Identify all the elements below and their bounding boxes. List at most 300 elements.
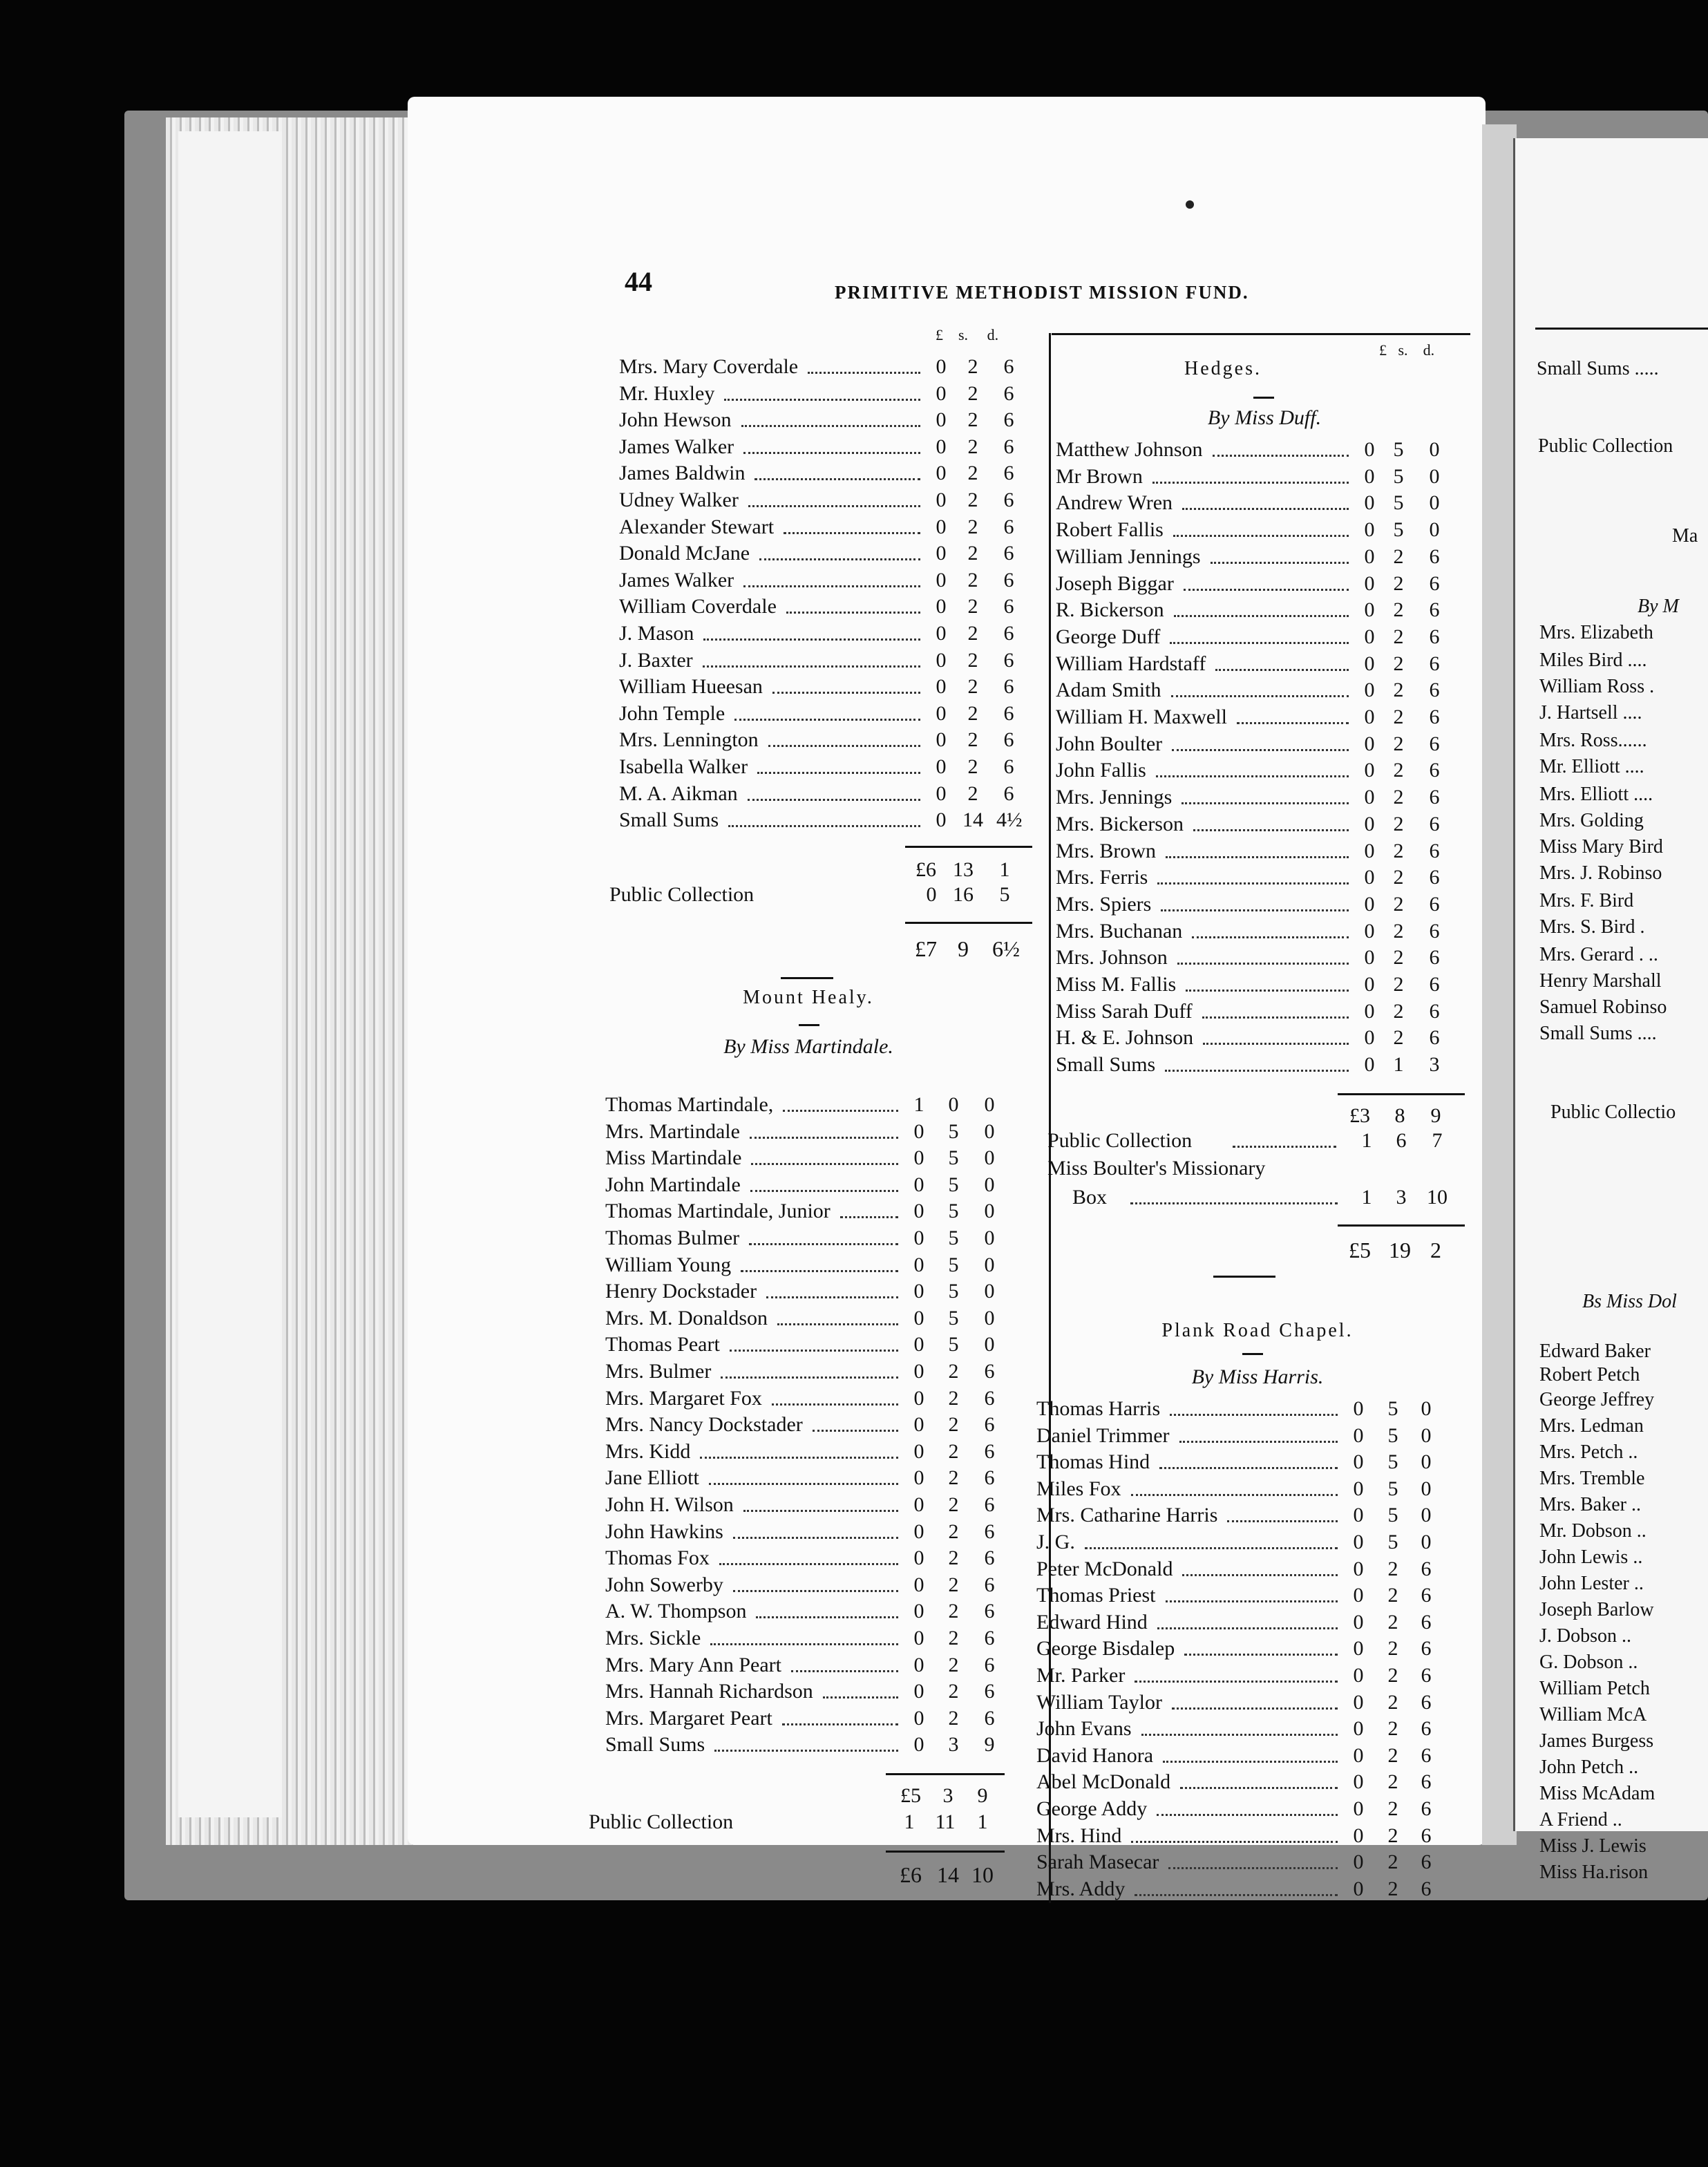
contributor-name: Alexander Stewart xyxy=(619,515,775,538)
amount-pence: 0 xyxy=(984,1146,995,1170)
amount-shillings: 5 xyxy=(948,1173,959,1196)
amount-shillings: 2 xyxy=(967,648,978,672)
contributor-name: Mr Brown xyxy=(1056,464,1143,488)
total-rule xyxy=(1338,1224,1465,1227)
amount-shillings: 5 xyxy=(1387,1423,1398,1447)
leader-dots xyxy=(1186,972,1349,992)
pence-header: d. xyxy=(1423,341,1435,359)
contributor-row xyxy=(605,1598,1041,1625)
contributor-row xyxy=(1036,1423,1465,1449)
leader-dots xyxy=(743,434,920,454)
leader-dots xyxy=(1227,1502,1338,1522)
contributor-row xyxy=(1056,972,1477,998)
subtotal-shillings: 8 xyxy=(1394,1104,1405,1127)
subtotal-pounds: £3 xyxy=(1349,1104,1370,1127)
amount-pence: 6 xyxy=(1429,786,1440,809)
amount-pence: 6 xyxy=(1003,381,1014,405)
amount-pounds: 0 xyxy=(1364,866,1375,889)
amount-shillings: 2 xyxy=(967,675,978,699)
amount-pounds: 0 xyxy=(936,808,947,832)
amount-pounds: 0 xyxy=(1353,1690,1364,1714)
contributor-name: Mrs. Catharine Harris xyxy=(1036,1504,1218,1527)
currency-header-right xyxy=(1379,341,1434,359)
subtotal-pounds: £5 xyxy=(900,1784,921,1807)
amount-pence: 6 xyxy=(1003,408,1014,432)
amount-pounds: 0 xyxy=(936,728,947,752)
contributor-name: Edward Hind xyxy=(1036,1610,1148,1634)
contributor-name: Mrs. Buchanan xyxy=(1056,919,1183,943)
next-page-line: George Jeffrey xyxy=(1539,1389,1655,1410)
amount-pence: 0 xyxy=(1421,1531,1432,1553)
amount-pounds: 0 xyxy=(936,675,947,699)
amount-pence: 0 xyxy=(1421,1397,1432,1420)
amount-pence: 6 xyxy=(1429,545,1440,568)
contributor-name: A. W. Thompson xyxy=(605,1600,747,1623)
leader-dots xyxy=(759,540,920,560)
contributor-name: John Boulter xyxy=(1056,732,1163,755)
leader-dots xyxy=(709,1465,898,1485)
leader-dots xyxy=(734,701,920,721)
leader-dots xyxy=(733,1572,898,1592)
contributor-row xyxy=(1036,1609,1465,1636)
amount-pounds: 0 xyxy=(1364,1053,1375,1077)
contributor-name: M. A. Aikman xyxy=(619,782,738,805)
amount-pence: 6 xyxy=(1003,622,1014,645)
amount-shillings: 2 xyxy=(1387,1557,1398,1580)
amount-pence: 6 xyxy=(1421,1851,1432,1874)
contributor-name: William Coverdale xyxy=(619,595,777,618)
contributor-row xyxy=(605,1119,1041,1145)
contributor-row xyxy=(1056,811,1477,838)
amount-pence: 4½ xyxy=(996,808,1023,832)
leader-dots xyxy=(750,1119,898,1139)
amount-shillings: 2 xyxy=(1393,1026,1404,1050)
contributor-name: Mrs. Addy xyxy=(1036,1877,1126,1900)
contributor-name: Thomas Martindale, xyxy=(605,1093,774,1116)
amount-pounds: 0 xyxy=(1364,571,1375,595)
amount-shillings: 2 xyxy=(967,755,978,778)
next-page-line: Public Collection xyxy=(1538,435,1673,457)
leader-dots xyxy=(1184,1636,1338,1656)
contributor-row xyxy=(1056,1052,1477,1078)
contributor-name: William Jennings xyxy=(1056,545,1201,568)
amount-pence: 6 xyxy=(1003,675,1014,699)
contributor-name: Andrew Wren xyxy=(1056,491,1173,515)
contributor-name: James Baldwin xyxy=(619,462,746,485)
book-gutter xyxy=(1482,124,1517,1845)
amount-pounds: 0 xyxy=(936,782,947,805)
contributor-name: Daniel Trimmer xyxy=(1036,1423,1170,1447)
amount-shillings: 2 xyxy=(948,1386,959,1410)
leader-dots xyxy=(751,1145,898,1165)
leader-dots xyxy=(786,594,920,614)
amount-pence: 0 xyxy=(984,1200,995,1223)
total-pounds: £6 xyxy=(900,1862,922,1887)
amount-pence: 0 xyxy=(1421,1450,1432,1474)
amount-pounds: 0 xyxy=(913,1200,924,1223)
contributor-name: Henry Dockstader xyxy=(605,1280,757,1303)
amount-pounds: 0 xyxy=(913,1306,924,1329)
leader-dots xyxy=(768,727,920,747)
amount-shillings: 5 xyxy=(1387,1504,1398,1527)
page-number: 44 xyxy=(625,266,652,297)
amount-pence: 6 xyxy=(1421,1797,1432,1820)
next-page-line: James Burgess xyxy=(1539,1730,1654,1752)
ink-spot xyxy=(1186,200,1194,209)
contributor-name: Small Sums xyxy=(605,1733,705,1757)
amount-pence: 0 xyxy=(984,1253,995,1276)
contributor-name: Mrs. Mary Coverdale xyxy=(619,355,799,378)
amount-pounds: 0 xyxy=(1364,652,1375,675)
contributor-row xyxy=(619,781,1041,807)
amount-shillings: 2 xyxy=(967,462,978,485)
next-page-line: Small Sums ..... xyxy=(1537,358,1659,379)
contributor-row xyxy=(1056,517,1477,543)
leader-dots xyxy=(721,1359,898,1379)
amount-pounds: 0 xyxy=(1353,1477,1364,1500)
amount-pounds: 0 xyxy=(1353,1717,1364,1741)
amount-pounds: 0 xyxy=(936,648,947,672)
amount-pence: 6 xyxy=(984,1546,995,1570)
amount-pounds: 0 xyxy=(936,701,947,725)
contributor-row xyxy=(605,1732,1041,1758)
amount-pounds: 0 xyxy=(913,1413,924,1437)
amount-pence: 6 xyxy=(1421,1637,1432,1660)
contributor-row xyxy=(1036,1529,1465,1555)
amount-shillings: 2 xyxy=(948,1360,959,1383)
amount-pence: 6 xyxy=(1421,1877,1432,1900)
amount-shillings: 5 xyxy=(948,1200,959,1223)
section-dash xyxy=(1253,397,1274,399)
contributor-name: Miss Martindale xyxy=(605,1146,742,1170)
contributor-name: Thomas Bulmer xyxy=(605,1227,740,1249)
subtotal-pence: 9 xyxy=(1430,1104,1441,1127)
amount-pence: 6 xyxy=(1421,1584,1432,1607)
box-pence: 10 xyxy=(1427,1186,1448,1209)
amount-pence: 6 xyxy=(1003,568,1014,592)
amount-shillings: 2 xyxy=(948,1653,959,1676)
amount-shillings: 2 xyxy=(967,435,978,458)
contributor-row xyxy=(1056,731,1477,757)
leader-dots xyxy=(1233,1128,1336,1148)
leader-dots xyxy=(748,487,920,507)
contributor-name: Mrs. Johnson xyxy=(1056,946,1168,969)
section-divider xyxy=(781,977,833,979)
amount-pounds: 0 xyxy=(936,462,947,485)
subtotal-pence: 9 xyxy=(977,1784,988,1807)
contributor-row xyxy=(605,1465,1041,1491)
amount-pence: 0 xyxy=(1429,518,1440,542)
contributor-row xyxy=(619,727,1041,753)
total-pence: 6½ xyxy=(992,936,1020,961)
amount-shillings: 2 xyxy=(1387,1690,1398,1714)
box-label-row xyxy=(1047,1155,1393,1182)
amount-pence: 6 xyxy=(1421,1690,1432,1714)
amount-pence: 6 xyxy=(1421,1610,1432,1634)
amount-pounds: 0 xyxy=(1364,812,1375,835)
amount-pence: 6 xyxy=(1429,598,1440,622)
contributor-row xyxy=(605,1092,1041,1118)
next-page-line: William Petch xyxy=(1539,1678,1650,1699)
contributor-name: William Hueesan xyxy=(619,675,763,699)
amount-pounds: 0 xyxy=(1353,1397,1364,1420)
pound-header: £ xyxy=(936,326,943,343)
amount-pence: 6 xyxy=(1003,595,1014,618)
total-pounds: £7 xyxy=(915,936,937,961)
amount-pence: 0 xyxy=(1421,1423,1432,1447)
amount-pence: 0 xyxy=(984,1333,995,1356)
public-collection-row xyxy=(1047,1128,1477,1154)
top-rule-right xyxy=(1052,333,1470,335)
leader-dots xyxy=(782,1705,898,1725)
amount-pounds: 0 xyxy=(913,1680,924,1703)
amount-pounds: 0 xyxy=(913,1706,924,1730)
amount-shillings: 2 xyxy=(967,381,978,405)
leader-dots xyxy=(1131,1476,1338,1496)
contributor-row xyxy=(619,460,1041,486)
amount-pence: 0 xyxy=(1429,438,1440,461)
contributor-name: Mr. Huxley xyxy=(619,381,715,405)
amount-pence: 6 xyxy=(984,1493,995,1516)
leader-dots xyxy=(1213,437,1349,457)
contributor-row xyxy=(619,647,1041,674)
amount-pence: 0 xyxy=(984,1093,995,1116)
amount-shillings: 2 xyxy=(948,1680,959,1703)
leader-dots xyxy=(823,1678,898,1698)
contributor-row xyxy=(619,540,1041,567)
amount-shillings: 2 xyxy=(1387,1877,1398,1900)
leader-dots xyxy=(1085,1529,1338,1549)
amount-pounds: 0 xyxy=(913,1360,924,1383)
amount-pence: 6 xyxy=(984,1680,995,1703)
amount-pence: 6 xyxy=(1421,1557,1432,1580)
contributor-row xyxy=(605,1225,1041,1251)
amount-shillings: 2 xyxy=(1393,652,1404,675)
next-page-line: Mrs. Baker .. xyxy=(1539,1494,1641,1515)
amount-pounds: 0 xyxy=(1353,1584,1364,1607)
public-collection-label: Public Collection xyxy=(589,1810,734,1833)
amount-pounds: 0 xyxy=(1364,706,1375,728)
leader-dots xyxy=(728,807,920,827)
contributor-row xyxy=(605,1519,1041,1545)
leader-dots xyxy=(813,1412,898,1432)
leader-dots xyxy=(1193,811,1349,831)
amount-pounds: 0 xyxy=(936,568,947,592)
contributor-row xyxy=(1056,784,1477,811)
amount-shillings: 2 xyxy=(967,542,978,565)
amount-pounds: 0 xyxy=(1364,464,1375,488)
subtotal-row xyxy=(619,857,1041,883)
contributor-name: Thomas Martindale, Junior xyxy=(605,1200,831,1223)
contributor-row xyxy=(1056,918,1477,945)
contributor-name: Abel McDonald xyxy=(1036,1770,1171,1794)
contributor-row xyxy=(619,594,1041,620)
contributor-row xyxy=(605,1359,1041,1385)
leader-dots xyxy=(1180,1769,1338,1789)
amount-pence: 6 xyxy=(1003,542,1014,565)
contributor-name: Miss Sarah Duff xyxy=(1056,999,1193,1023)
contributor-name: J. Mason xyxy=(619,622,694,645)
amount-pence: 6 xyxy=(1429,946,1440,969)
amount-pence: 6 xyxy=(1003,462,1014,485)
amount-shillings: 2 xyxy=(1393,759,1404,782)
amount-pounds: 0 xyxy=(913,1600,924,1623)
amount-shillings: 5 xyxy=(948,1146,959,1170)
contributor-row xyxy=(1036,1396,1465,1422)
amount-shillings: 2 xyxy=(967,782,978,805)
next-page-line: William Ross . xyxy=(1539,676,1655,697)
amount-shillings: 2 xyxy=(1387,1584,1398,1607)
amount-shillings: 2 xyxy=(1393,973,1404,996)
amount-pounds: 0 xyxy=(1364,545,1375,568)
contributor-row xyxy=(1056,945,1477,971)
subtotal-row xyxy=(1056,1103,1477,1129)
next-page-line: Miss Mary Bird xyxy=(1539,836,1663,858)
leader-dots xyxy=(1203,1025,1349,1045)
amount-shillings: 2 xyxy=(1387,1610,1398,1634)
amount-pounds: 0 xyxy=(1353,1610,1364,1634)
leader-dots xyxy=(743,1492,898,1512)
amount-pence: 6 xyxy=(1421,1770,1432,1794)
contributor-name: John Hewson xyxy=(619,408,732,432)
amount-pounds: 0 xyxy=(936,622,947,645)
contributor-row xyxy=(1036,1636,1465,1662)
contributor-name: Small Sums xyxy=(619,808,719,832)
box-shillings: 3 xyxy=(1396,1186,1407,1209)
leader-dots xyxy=(783,1092,898,1112)
amount-shillings: 5 xyxy=(1387,1477,1398,1500)
shilling-header: s. xyxy=(958,326,969,343)
contributor-name: Adam Smith xyxy=(1056,679,1161,702)
pound-header: £ xyxy=(1379,341,1387,359)
amount-pounds: 0 xyxy=(1353,1743,1364,1767)
amount-shillings: 3 xyxy=(948,1733,959,1757)
amount-pence: 0 xyxy=(1429,491,1440,515)
contributor-row xyxy=(1056,677,1477,703)
contributor-row xyxy=(1056,544,1477,570)
contributor-name: Mrs. Lennington xyxy=(619,728,759,752)
public-collection-label: Public Collection xyxy=(609,883,755,906)
contributor-name: William Taylor xyxy=(1036,1690,1162,1714)
amount-pounds: 0 xyxy=(1353,1824,1364,1847)
amount-pounds: 0 xyxy=(1353,1851,1364,1874)
amount-pence: 6 xyxy=(984,1653,995,1676)
amount-pence: 6 xyxy=(984,1627,995,1649)
leader-dots xyxy=(1171,677,1349,697)
next-page-line: John Petch .. xyxy=(1539,1757,1639,1778)
contributor-row xyxy=(1036,1502,1465,1529)
contributor-row xyxy=(1056,597,1477,623)
blank-flyleaf xyxy=(178,131,282,1817)
amount-shillings: 2 xyxy=(967,355,978,378)
amount-pounds: 0 xyxy=(1353,1877,1364,1900)
contributor-row xyxy=(1036,1823,1465,1849)
amount-pounds: 0 xyxy=(1364,438,1375,461)
leader-dots xyxy=(733,1519,898,1539)
amount-pence: 6 xyxy=(1003,648,1014,672)
amount-shillings: 5 xyxy=(948,1333,959,1356)
contributor-row xyxy=(619,701,1041,727)
collector-mount-healy: By Miss Martindale. xyxy=(723,1035,893,1058)
contributor-name: Mrs. Bickerson xyxy=(1056,812,1184,835)
amount-pounds: 0 xyxy=(1353,1770,1364,1794)
amount-shillings: 5 xyxy=(1393,491,1404,515)
leader-dots xyxy=(1159,1449,1338,1469)
amount-shillings: 5 xyxy=(1387,1397,1398,1420)
amount-shillings: 2 xyxy=(1393,999,1404,1023)
leader-dots xyxy=(1182,490,1349,510)
contributor-row xyxy=(605,1652,1041,1678)
next-page-line: William McA xyxy=(1539,1704,1647,1725)
leader-dots xyxy=(1215,651,1349,671)
contributor-row xyxy=(619,434,1041,460)
amount-shillings: 2 xyxy=(948,1439,959,1463)
amount-shillings: 2 xyxy=(1387,1743,1398,1767)
contributor-row xyxy=(1056,757,1477,784)
amount-shillings: 2 xyxy=(1393,545,1404,568)
amount-shillings: 2 xyxy=(967,408,978,432)
shilling-header: s. xyxy=(1398,341,1408,359)
leader-dots xyxy=(724,381,920,401)
subtotal-shillings: 13 xyxy=(953,858,974,881)
contributor-row xyxy=(605,1625,1041,1652)
contributor-row xyxy=(1036,1876,1465,1902)
contributor-row xyxy=(1036,1796,1465,1822)
amount-shillings: 2 xyxy=(1393,571,1404,595)
amount-pence: 6 xyxy=(1421,1743,1432,1767)
contributor-row xyxy=(1056,490,1477,516)
amount-pence: 6 xyxy=(1429,812,1440,835)
public-collection-row xyxy=(589,1809,1041,1835)
amount-pounds: 0 xyxy=(1353,1637,1364,1660)
amount-shillings: 5 xyxy=(948,1306,959,1329)
contributor-row xyxy=(605,1439,1041,1465)
leader-dots xyxy=(772,1385,898,1406)
amount-pounds: 0 xyxy=(913,1653,924,1676)
next-page-line: Edward Baker xyxy=(1539,1341,1651,1362)
amount-pence: 6 xyxy=(984,1706,995,1730)
public-collection-pence: 1 xyxy=(977,1810,988,1833)
contributor-name: Mr. Parker xyxy=(1036,1664,1126,1687)
amount-shillings: 2 xyxy=(967,622,978,645)
contributor-row xyxy=(1056,1025,1477,1051)
amount-pounds: 0 xyxy=(936,542,947,565)
amount-pounds: 0 xyxy=(936,355,947,378)
contributor-name: Mrs. Mary Ann Peart xyxy=(605,1653,781,1676)
amount-shillings: 2 xyxy=(1393,892,1404,916)
amount-pence: 6 xyxy=(1003,355,1014,378)
contributor-row xyxy=(605,1305,1041,1332)
total-pounds: £5 xyxy=(1349,1238,1371,1262)
amount-shillings: 5 xyxy=(1387,1450,1398,1474)
amount-pounds: 1 xyxy=(913,1093,924,1116)
amount-pounds: 0 xyxy=(913,1253,924,1276)
amount-pence: 6 xyxy=(984,1360,995,1383)
subtotal-rule xyxy=(905,846,1032,848)
contributor-name: Mrs. Jennings xyxy=(1056,786,1173,809)
subtotal-pence: 1 xyxy=(999,858,1010,881)
amount-pence: 6 xyxy=(1429,839,1440,862)
section-title-hedges: Hedges. xyxy=(1184,358,1262,379)
contributor-row xyxy=(1036,1743,1465,1769)
amount-pence: 6 xyxy=(1421,1664,1432,1687)
next-page-line: Miss McAdam xyxy=(1539,1783,1655,1804)
contributor-name: Joseph Biggar xyxy=(1056,571,1174,595)
contributor-row xyxy=(1036,1849,1465,1875)
amount-pounds: 0 xyxy=(936,408,947,432)
amount-pounds: 0 xyxy=(1353,1450,1364,1474)
amount-pence: 6 xyxy=(1003,489,1014,511)
